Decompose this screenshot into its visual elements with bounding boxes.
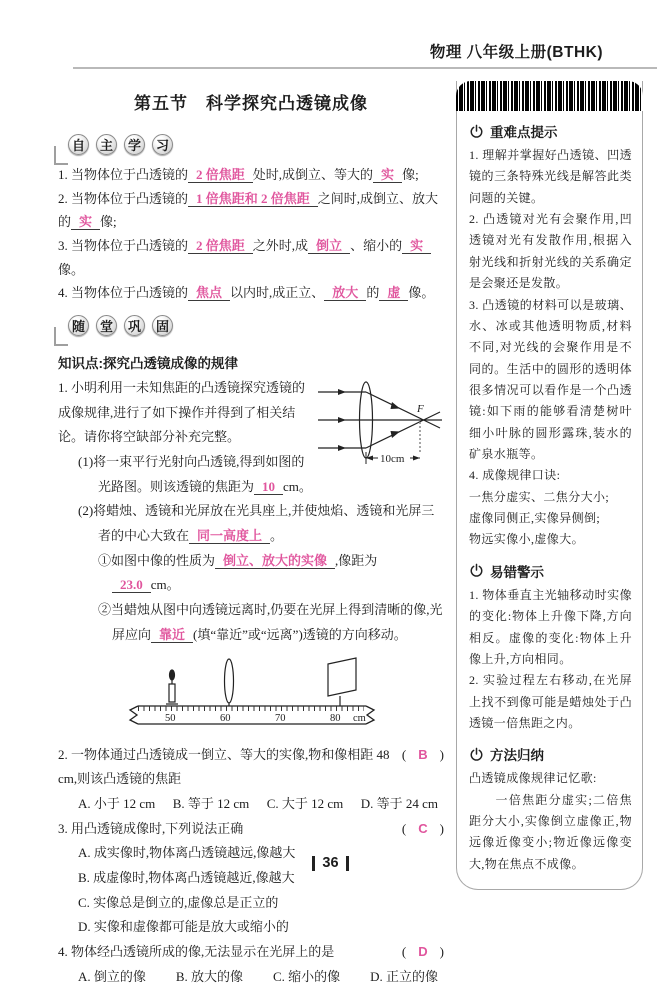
option: D. 等于 24 cm — [360, 795, 438, 811]
question-1-sub2-2 — [98, 598, 444, 647]
static-text: ②当蜡烛从图中向透镜远离时,仍要在光屏上得到清晰的像,光屏应向 — [98, 602, 443, 642]
static-text: 以内时,成正立、 — [230, 285, 325, 301]
option: B. 成虚像时,物体离凸透镜越近,像越大 — [78, 869, 295, 885]
badge-char: 学 — [124, 134, 145, 155]
section-title: 方法归纳 — [469, 744, 632, 764]
option: A. 倒立的像 — [78, 968, 146, 984]
section-title: 易错警示 — [469, 561, 632, 581]
fill-in-item — [58, 163, 444, 187]
answer-letter: C — [418, 820, 428, 836]
candle-flame — [170, 670, 175, 680]
badge-char: 固 — [152, 315, 173, 336]
ray-arrowhead — [338, 389, 346, 395]
static-text: cm。 — [283, 478, 312, 494]
section-error-warning — [469, 561, 632, 735]
blank-answer: 放大 — [324, 285, 366, 301]
option: C. 大于 12 cm — [266, 795, 344, 811]
blank-answer: 靠近 — [151, 627, 193, 643]
main-column — [58, 81, 444, 989]
static-text: 像; — [402, 167, 419, 182]
question-1-sub2-1 — [98, 549, 444, 598]
blank-answer: 2 倍焦距 — [188, 238, 253, 254]
tip-paragraph: 2. 凸透镜对光有会聚作用,凹透镜对光有发散作用,根据入射光线和折射光线的关系确定是会聚还是发散。 — [469, 212, 632, 291]
question-intro: 小明利用一未知焦距的凸透镜探究透镜的成像规律,进行了如下操作并得到了相关结论。请你将空缺部分补充完整。 — [58, 379, 306, 445]
option: B. 放大的像 — [175, 968, 244, 984]
static-text: 。 — [270, 528, 284, 544]
static-text: 像。 — [58, 261, 85, 277]
blank-answer: 10 — [254, 479, 283, 495]
badge-char: 习 — [152, 134, 173, 155]
badge-char: 主 — [96, 134, 117, 155]
blank-answer: 倒立 — [308, 238, 350, 254]
question-number: 3. — [58, 820, 68, 836]
blank-answer: 2 倍焦距 — [188, 167, 253, 183]
blank-answer: 实 — [373, 167, 402, 183]
tip-paragraph: 4. 成像规律口诀: — [469, 468, 561, 483]
static-text: (1)将一束平行光射向凸透镜,得到如图的光路图。则该透镜的焦距为 — [78, 454, 305, 494]
badge-char: 随 — [68, 315, 89, 336]
self-study-badge — [60, 130, 203, 159]
static-text: 的 — [366, 285, 380, 301]
tips-sidebar — [456, 81, 643, 890]
fill-in-item — [58, 234, 444, 281]
ray-arrowhead — [391, 402, 401, 409]
blank-answer: 实 — [71, 214, 100, 230]
question-1-sub2 — [78, 499, 444, 548]
page-title: 第五节 科学探究凸透镜成像 — [134, 94, 368, 113]
ray-arrowhead — [391, 431, 401, 438]
question-text: 用凸透镜成像时,下列说法正确 — [71, 820, 244, 836]
static-text: ①如图中像的性质为 — [98, 552, 216, 568]
option: A. 小于 12 cm — [78, 795, 156, 811]
focal-point-label: F — [417, 402, 424, 415]
ruler-unit-label: cm — [353, 712, 366, 724]
bench-lens — [225, 659, 234, 706]
badge-char: 堂 — [96, 315, 117, 336]
static-text: 像。 — [408, 285, 435, 301]
static-text: 4. 当物体位于凸透镜的 — [58, 285, 189, 301]
optical-bench-diagram — [116, 654, 388, 734]
content-columns — [0, 69, 661, 989]
static-text: cm。 — [150, 577, 180, 593]
section-key-points — [469, 121, 632, 551]
question-3 — [58, 817, 444, 842]
tip-paragraph: 凸透镜成像规律记忆歌: — [469, 771, 597, 786]
dimension-arrow — [366, 455, 373, 460]
refracted-ray — [366, 392, 440, 428]
tip-paragraph: 1. 物体垂直主光轴移动时实像的变化:物体上升像下降,方向相反。虚像的变化:物体上升像上升,方向相同。 — [469, 587, 632, 666]
ruler-tick-label: 50 — [165, 712, 176, 724]
question-number: 4. — [58, 944, 68, 959]
ruler-tick-label: 60 — [220, 712, 231, 724]
dimension-arrow — [413, 455, 420, 460]
option: D. 实像和虚像都可能是放大或缩小的 — [78, 919, 289, 935]
answer-brackets: ( C ) — [401, 820, 444, 836]
question-text: 一物体通过凸透镜成一倒立、等大的实像,物和像相距 48 cm,则该凸透镜的焦距 — [58, 746, 390, 787]
ruler-tick-label: 70 — [275, 712, 286, 724]
question-4-options — [58, 965, 444, 989]
header-book-title: 物理 八年级上册(BTHK) — [429, 44, 603, 61]
tip-paragraph: 3. 凸透镜的材料可以是玻璃、水、冰或其他透明物质,材料不同,对光线的会聚作用是不同的。生活中的圆形的透明体很多情况可以看作是一个凸透镜:如下雨的能够看清楚树叶细小叶脉的圆形露珠,装水的矿泉水瓶等。 — [469, 297, 632, 462]
section-title: 重难点提示 — [469, 121, 632, 141]
question-4 — [58, 940, 444, 965]
badge-char: 巩 — [124, 315, 145, 336]
blank-answer: 23.0 — [112, 577, 151, 593]
static-text: (2)将蜡烛、透镜和光屏放在光具座上,并使烛焰、透镜和光屏三者的中心大致在 — [78, 503, 435, 544]
tip-paragraph: 一焦分虚实、二焦分大小; — [469, 489, 610, 504]
static-text: 1. 当物体位于凸透镜的 — [58, 167, 189, 182]
option: B. 等于 12 cm — [172, 795, 250, 811]
static-text: 之间时,成倒立、放大的 — [58, 190, 439, 230]
blank-answer: 实 — [402, 238, 431, 254]
answer-letter: D — [418, 944, 428, 959]
answer-brackets: ( B ) — [401, 746, 444, 762]
ruler-tick-label: 80 — [330, 712, 341, 724]
question-2-options — [58, 792, 444, 817]
ray-arrowhead — [338, 445, 346, 451]
tip-paragraph: 一倍焦距分虚实;二倍焦距分大小,实像倒立虚像正,物远像近像变小;物近像远像变大,物在焦点不成像。 — [469, 792, 632, 871]
tip-paragraph: 2. 实验过程左右移动,在光屏上找不到像可能是蜡烛处于凸透镜一倍焦距之内。 — [469, 673, 632, 730]
question-text: 物体经凸透镜所成的像,无法显示在光屏上的是 — [71, 944, 335, 959]
blank-answer: 1 倍焦距和 2 倍焦距 — [188, 191, 318, 207]
barcode-header — [456, 81, 643, 111]
light-screen — [328, 658, 356, 706]
optical-bench-wrap — [116, 654, 444, 739]
answer-letter: B — [418, 746, 428, 762]
page-number: 36 — [0, 855, 661, 871]
static-text: 2. 当物体位于凸透镜的 — [58, 190, 189, 206]
option: A. 成实像时,物体离凸透镜越远,像越大 — [78, 845, 296, 861]
option: C. 实像总是倒立的,虚像总是正立的 — [78, 894, 279, 910]
consolidation-badge — [60, 311, 203, 340]
option: D. 正立的像 — [370, 968, 438, 984]
fill-in-item — [58, 281, 444, 305]
static-text: 、缩小的 — [350, 237, 403, 253]
refracted-ray — [366, 412, 440, 448]
question-number: 1. — [58, 379, 68, 395]
knowledge-point: 知识点:探究凸透镜成像的规律 — [58, 355, 238, 371]
static-text: 处时,成倒立、等大的 — [252, 167, 374, 182]
tip-paragraph: 物远实像小,虚像大。 — [469, 532, 585, 547]
static-text: ,像距为 — [335, 552, 378, 568]
blank-answer: 焦点 — [188, 285, 230, 301]
question-1 — [58, 376, 444, 648]
lens-ray-diagram — [316, 378, 444, 468]
power-icon — [469, 124, 484, 139]
power-icon — [469, 563, 484, 578]
candle — [166, 670, 178, 704]
page-number-bar — [312, 856, 315, 871]
focal-distance-label: 10cm — [380, 452, 405, 465]
question-2 — [58, 743, 444, 792]
blank-answer: 倒立、放大的实像 — [215, 553, 335, 569]
static-text: (填“靠近”或“远离”)透镜的方向移动。 — [193, 626, 407, 642]
static-text: 之外时,成 — [252, 237, 309, 253]
static-text: 3. 当物体位于凸透镜的 — [58, 237, 189, 253]
question-number: 2. — [58, 746, 68, 762]
badge-char: 自 — [68, 134, 89, 155]
tip-paragraph: 虚像同侧正,实像异侧倒; — [469, 511, 601, 526]
answer-brackets: ( D ) — [401, 944, 444, 959]
blank-answer: 同一高度上 — [189, 528, 270, 544]
tip-paragraph: 1. 理解并掌握好凸透镜、凹透镜的三条特殊光线是解答此类问题的关键。 — [469, 148, 632, 205]
ray-arrowhead — [338, 417, 346, 423]
blank-answer: 虚 — [379, 285, 408, 301]
static-text: 像; — [100, 214, 117, 230]
power-icon — [469, 747, 484, 762]
fill-in-item — [58, 187, 444, 234]
page-number-bar — [346, 856, 349, 871]
option: C. 缩小的像 — [272, 968, 341, 984]
